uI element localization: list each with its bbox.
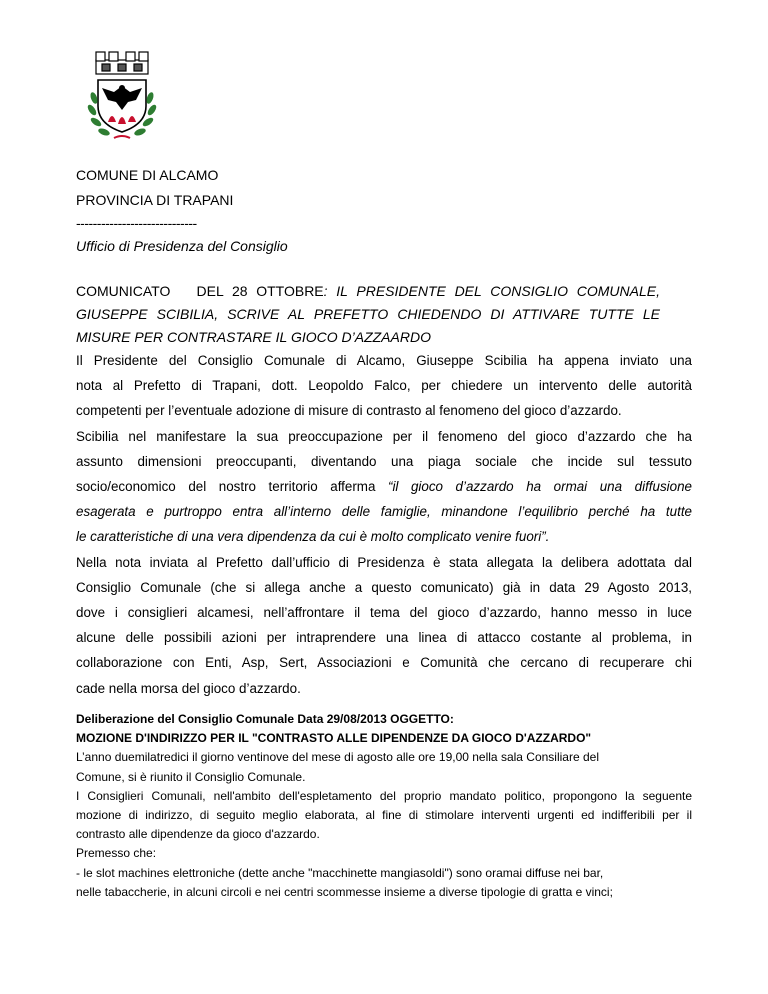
text-line: I Consiglieri Comunali, nell'ambito dell'espletamento del proprio mandato politico, propongono la seguente [76, 788, 692, 803]
title-line-3: MISURE PER CONTRASTARE IL GIOCO D’AZZAARDO [76, 329, 431, 345]
quote-line: le caratteristiche di una vera dipendenza da cui è molto complicato venire fuori”. [76, 529, 550, 545]
text-line: Comune, si è riunito il Consiglio Comunale. [76, 769, 306, 784]
quote-start: “il gioco d’azzardo ha ormai una diffusione [387, 479, 692, 495]
text-line: Premesso che: [76, 846, 157, 861]
text-line: Scibilia nel manifestare la sua preoccupazione per il fenomeno del gioco d’azzardo che ha [76, 428, 692, 444]
mozione-heading: MOZIONE D'INDIRIZZO PER IL "CONTRASTO ALLE DIPENDENZE DA GIOCO D'AZZARDO" [76, 731, 592, 746]
text-line: mozione di indirizzo, di seguito meglio elaborata, al fine di stimolare interventi urgenti ed indifferibili per il [76, 808, 692, 823]
text-line: alcune delle possibili azioni per intraprendere una linea di attacco costante al problema, in [76, 630, 692, 646]
coat-of-arms-icon [82, 40, 162, 148]
comune-title: COMUNE DI ALCAMO [76, 167, 219, 183]
paragraph-1 [76, 348, 692, 424]
text-line: socio/economico del nostro territorio afferma “il gioco d’azzardo ha ormai una diffusione [76, 479, 692, 495]
ufficio-subtitle: Ufficio di Presidenza del Consiglio [76, 238, 288, 254]
text-line: Consiglio Comunale (che si allega anche a questo comunicato) già in data 29 Agosto 2013, [76, 579, 692, 595]
paragraph-2 [76, 424, 692, 550]
communique-title [76, 280, 660, 349]
text-line: nota al Prefetto di Trapani, dott. Leopoldo Falco, per chiedere un intervento delle autorità [76, 378, 692, 394]
text-line: contrasto alle dipendenze da gioco d'azzardo. [76, 827, 320, 842]
provincia-title: PROVINCIA DI TRAPANI [76, 192, 234, 208]
title-line-1: COMUNICATO DEL 28 OTTOBRE: IL PRESIDENTE DEL CONSIGLIO COMUNALE, [76, 283, 661, 299]
title-line-2: GIUSEPPE SCIBILIA, SCRIVE AL PREFETTO CHIEDENDO DI ATTIVARE TUTTE LE [76, 306, 660, 322]
communique-body [76, 348, 692, 701]
text-line: L’anno duemilatredici il giorno ventinove del mese di agosto alle ore 19,00 nella sala Consiliare del [76, 750, 599, 765]
text-line: Il Presidente del Consiglio Comunale di Alcamo, Giuseppe Scibilia ha appena inviato una [76, 353, 692, 368]
text-line: Nella nota inviata al Prefetto dall’ufficio di Presidenza è stata allegata la delibera adottata dal [76, 554, 692, 570]
text-line: nelle tabaccherie, in alcuni circoli e nei centri scommesse insieme a diverse tipologie di gratta e vinci; [76, 884, 613, 899]
text-line: assunto dimensioni preoccupanti, diventando una piaga sociale che incide sul tessuto [76, 453, 692, 469]
text-line: dove i consiglieri alcamesi, nell’affrontare il tema del gioco d’azzardo, hanno messo in luce [76, 605, 692, 621]
deliberazione-section [76, 710, 692, 902]
deliberazione-heading: Deliberazione del Consiglio Comunale Data 29/08/2013 OGGETTO: [76, 712, 454, 726]
text-line: - le slot machines elettroniche (dette anche "macchinette mangiasoldi") sono oramai diffuse nei bar, [76, 865, 604, 880]
text-line: competenti per l’eventuale adozione di misure di contrasto al fenomeno del gioco d’azzardo. [76, 403, 622, 419]
header-rule: ----------------------------- [76, 215, 197, 231]
paragraph-3 [76, 550, 692, 701]
text-line: cade nella morsa del gioco d’azzardo. [76, 680, 301, 696]
text-line: collaborazione con Enti, Asp, Sert, Associazioni e Comunità che cercano di recuperare chi [76, 655, 692, 671]
quote-line: esagerata e purtroppo entra all’interno delle famiglie, minandone l’equilibrio perché ha tutte [76, 504, 692, 520]
